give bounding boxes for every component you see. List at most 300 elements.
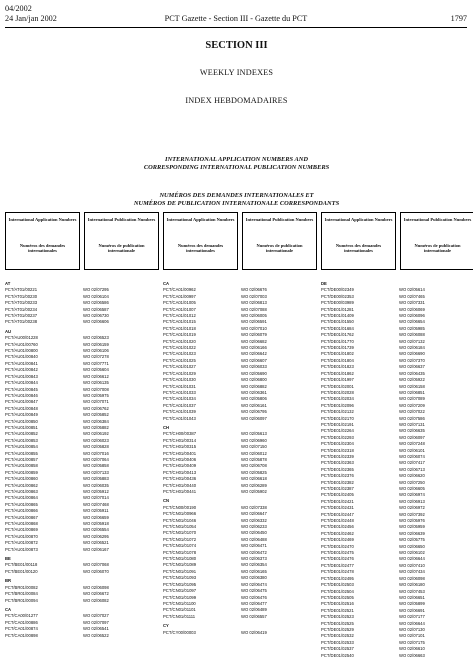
application-number: PCT/AU01/00857 xyxy=(5,456,38,462)
application-number: PCT/DE01/02447 xyxy=(321,511,354,517)
publication-number: WO 02/07097 xyxy=(83,619,109,625)
publication-number: WO 02/06682 xyxy=(241,338,267,344)
application-number: PCT/DE01/02477 xyxy=(321,562,354,568)
application-number: PCT/AT01/00230 xyxy=(5,293,38,299)
publication-number: WO 02/06650 xyxy=(399,543,425,549)
application-number: PCT/DE01/02382 xyxy=(321,479,354,485)
application-number: PCT/CA01/00898 xyxy=(5,632,38,638)
application-number: PCT/BR01/00084 xyxy=(5,591,38,597)
index-row xyxy=(321,653,471,659)
publication-number: WO 02/06332 xyxy=(241,517,267,523)
application-number: PCT/DE01/02318 xyxy=(321,447,354,453)
application-number: PCT/DE01/02537 xyxy=(321,646,354,652)
column-header-english: International Publication Numbers xyxy=(403,217,472,222)
application-number: PCT/AU01/00845 xyxy=(5,386,38,392)
application-number: PCT/DE01/01550 xyxy=(321,319,354,325)
column-header xyxy=(321,212,396,270)
publication-number: WO 02/05858 xyxy=(83,463,109,469)
index-row xyxy=(5,547,155,553)
publication-number: WO 02/06639 xyxy=(399,530,425,536)
publication-number: WO 02/05975 xyxy=(83,392,109,398)
application-number: PCT/CA01/01012 xyxy=(163,313,196,319)
publication-number: WO 02/07370 xyxy=(399,357,425,363)
index-row xyxy=(163,630,313,636)
application-number: PCT/CN01/01054 xyxy=(163,524,197,530)
publication-number: WO 02/06289 xyxy=(241,482,267,488)
publication-number: WO 02/06101 xyxy=(399,447,425,453)
index-row xyxy=(163,614,313,620)
application-number: PCT/CN01/01072 xyxy=(163,536,197,542)
column-header-french: Numéros des demandes internationales xyxy=(19,243,66,254)
country-code-heading: DE xyxy=(321,281,327,286)
application-number: PCT/AU01/00867 xyxy=(5,514,38,520)
publication-number: WO 02/06663 xyxy=(399,652,425,658)
english-list-title: INTERNATIONAL APPLICATION NUMBERS AND CORRESPONDING INTERNATIONAL PUBLICATION NUMBERS xyxy=(143,156,330,171)
country-code-heading: AT xyxy=(5,281,11,286)
application-number: PCT/AU01/00855 xyxy=(5,450,38,456)
publication-number: WO 02/05690 xyxy=(241,370,267,376)
application-number: PCT/DE01/01862 xyxy=(321,370,354,376)
publication-number: WO 02/07468 xyxy=(83,501,109,507)
publication-number: WO 02/06419 xyxy=(241,629,267,635)
publication-number: WO 02/06647 xyxy=(241,511,267,517)
publication-number: WO 02/07150 xyxy=(241,444,267,450)
publication-number: WO 02/05912 xyxy=(83,489,109,494)
publication-number: WO 02/07338 xyxy=(241,504,267,510)
column-header-english: International Application Numbers xyxy=(324,217,393,222)
publication-number: WO 02/06474 xyxy=(241,581,267,587)
application-number: PCT/DE01/02363 xyxy=(321,460,354,466)
application-number: PCT/AU01/00844 xyxy=(5,380,38,386)
application-number: PCT/DE01/02431 xyxy=(321,505,354,511)
application-number: PCT/CN01/01074 xyxy=(163,543,197,549)
publication-number: WO 02/06610 xyxy=(399,646,425,652)
issue-date: 24 Jan/jan 2002 xyxy=(5,14,57,23)
publication-number: WO 02/06644 xyxy=(399,556,425,562)
publication-number: WO 02/07586 xyxy=(399,415,425,421)
publication-number: WO 02/06079 xyxy=(241,332,267,338)
application-number: PCT/AT01/00237 xyxy=(5,313,38,319)
index-row xyxy=(163,416,313,422)
publication-number: WO 02/06618 xyxy=(241,476,267,482)
application-number: PCT/DE01/02503 xyxy=(321,582,354,588)
application-number: PCT/DE01/01281 xyxy=(321,306,354,312)
publication-number: WO 02/07278 xyxy=(83,354,109,360)
application-number: PCT/BR01/00082 xyxy=(5,584,38,590)
application-number: PCT/AT01/00233 xyxy=(5,300,38,306)
publication-number: WO 02/06161 xyxy=(241,402,267,408)
publication-number: WO 02/06097 xyxy=(241,415,267,421)
publication-number: WO 02/05918 xyxy=(83,521,109,527)
publication-number: WO 02/06166 xyxy=(241,345,267,351)
publication-number: WO 02/06384 xyxy=(83,418,109,424)
application-number: PCT/CH01/00315 xyxy=(163,444,197,450)
section-title: SECTION III xyxy=(205,40,268,51)
publication-number: WO 02/06586 xyxy=(83,300,109,306)
publication-number: WO 02/05883 xyxy=(83,476,109,482)
application-number: PCT/CA01/01029 xyxy=(163,370,196,376)
application-number: PCT/CH01/00409 xyxy=(163,463,197,469)
application-number: PCT/CH01/00441 xyxy=(163,489,197,494)
application-number: PCT/CA01/00886 xyxy=(5,619,38,625)
application-number: PCT/AU01/00868 xyxy=(5,521,38,527)
application-number: PCT/DE01/02476 xyxy=(321,556,354,562)
application-number: PCT/AU01/00870 xyxy=(5,533,38,539)
application-number: PCT/DE01/02191 xyxy=(321,421,354,427)
publication-number: WO 02/06102 xyxy=(399,550,425,556)
publication-number: WO 02/06361 xyxy=(241,389,267,395)
publication-number: WO 02/07250 xyxy=(399,479,425,485)
application-number: PCT/DE01/02387 xyxy=(321,486,354,491)
application-number: PCT/AU01/00860 xyxy=(5,476,38,482)
publication-number: WO 02/07465 xyxy=(399,293,425,299)
column-header xyxy=(84,212,159,270)
application-number: PCT/AU01/00866 xyxy=(5,508,38,514)
application-number: PCT/CA01/01039 xyxy=(163,409,196,415)
publication-number: WO 02/06088 xyxy=(399,332,425,338)
publication-number: WO 02/07175 xyxy=(399,639,425,645)
header-rule xyxy=(5,27,467,28)
application-number: PCT/CA01/01025 xyxy=(163,357,196,363)
application-number: PCT/CA01/01043 xyxy=(163,415,196,421)
application-number: PCT/DE01/02529 xyxy=(321,626,354,632)
application-number: PCT/DE01/02448 xyxy=(321,518,354,524)
publication-number: WO 02/07022 xyxy=(399,409,425,415)
publication-number: WO 02/07295 xyxy=(83,287,109,293)
application-number: PCT/DE01/01802 xyxy=(321,351,354,357)
publication-number: WO 02/06644 xyxy=(399,620,425,626)
column-header-french: Numéros des demandes internationales xyxy=(177,243,224,254)
publication-number: WO 02/06471 xyxy=(241,543,267,549)
application-number: PCT/CA01/00874 xyxy=(5,626,38,632)
application-number: PCT/DE01/02505 xyxy=(321,594,354,600)
publication-number: WO 02/06612 xyxy=(83,373,109,379)
application-number: PCT/CA01/01007 xyxy=(163,306,196,312)
application-number: PCT/CA00/01277 xyxy=(5,613,38,619)
publication-number: WO 02/07068 xyxy=(83,562,109,568)
publication-number: WO 02/06165 xyxy=(241,568,267,574)
country-code-heading: BR xyxy=(5,578,12,584)
publication-number: WO 02/07410 xyxy=(399,562,425,568)
application-number: PCT/DE01/02532 xyxy=(321,633,354,639)
application-number: PCT/CA01/01005 xyxy=(163,300,196,306)
application-number: PCT/AU01/00850 xyxy=(5,418,38,424)
publication-number: WO 02/06708 xyxy=(241,463,267,469)
column-header-english: International Application Numbers xyxy=(8,217,77,222)
publication-number: WO 02/06354 xyxy=(241,562,267,568)
publication-number: WO 02/07008 xyxy=(83,386,109,392)
column-header-french: Numéros de publication internationale xyxy=(256,243,303,254)
application-number: PCT/AU01/00859 xyxy=(5,469,38,475)
publication-number: WO 02/07771 xyxy=(83,360,109,366)
publication-number: WO 02/05806 xyxy=(241,396,267,402)
publication-number: WO 02/06380 xyxy=(241,575,267,581)
application-number: PCT/CN01/01089 xyxy=(163,562,197,568)
page-header xyxy=(5,4,467,24)
application-number: PCT/DE01/02421 xyxy=(321,498,354,504)
column-header xyxy=(5,212,80,270)
index-row xyxy=(163,489,313,495)
publication-number: WO 02/07434 xyxy=(399,569,425,575)
application-number: PCT/DE01/02525 xyxy=(321,620,354,626)
publication-number: WO 02/05614 xyxy=(399,287,425,293)
application-number: PCT/CH01/00406 xyxy=(163,456,197,462)
application-number: PCT/AU01/00863 xyxy=(5,489,38,494)
publication-number: WO 02/06913 xyxy=(399,498,425,504)
publication-number: WO 02/06180 xyxy=(399,582,425,588)
application-number: PCT/CN01/01099 xyxy=(163,594,197,600)
publication-number: WO 02/07027 xyxy=(83,613,109,619)
application-number: PCT/CA01/01020 xyxy=(163,338,196,344)
index-column-3 xyxy=(321,278,471,659)
application-number: PCT/AT01/00234 xyxy=(5,306,38,312)
publication-number: WO 02/06672 xyxy=(83,591,109,597)
publication-number: WO 02/06676 xyxy=(241,287,267,293)
application-number: PCT/CA01/01034 xyxy=(163,396,196,402)
country-code-heading: CH xyxy=(163,424,170,430)
publication-number: WO 02/06096 xyxy=(399,313,425,319)
application-number: PCT/AT01/00221 xyxy=(5,287,38,293)
application-number: PCT/DE01/02470 xyxy=(321,543,354,549)
publication-number: WO 02/06691 xyxy=(399,607,425,613)
application-number: PCT/DE01/02001 xyxy=(321,383,354,389)
application-number: PCT/CA01/01019 xyxy=(163,332,196,338)
publication-number: WO 02/06730 xyxy=(83,313,109,319)
publication-number: WO 02/07101 xyxy=(399,633,425,639)
publication-number: WO 02/06813 xyxy=(241,300,267,306)
publication-number: WO 02/07014 xyxy=(83,495,109,501)
application-number: PCT/CN01/01097 xyxy=(163,588,197,594)
application-number: PCT/BE01/00120 xyxy=(5,568,38,574)
application-number: PCT/AU01/00851 xyxy=(5,424,38,430)
application-number: PCT/DE01/02132 xyxy=(321,409,354,415)
publication-number: WO 02/06554 xyxy=(83,527,109,533)
application-number: PCT/CA01/01031 xyxy=(163,383,196,389)
issue-number: 04/2002 xyxy=(5,4,32,13)
publication-number: WO 02/06489 xyxy=(241,607,267,613)
application-number: PCT/CN01/01091 xyxy=(163,568,197,574)
publication-number: WO 02/06651 xyxy=(399,594,425,600)
publication-number: WO 02/06167 xyxy=(83,546,109,552)
application-number: PCT/DE01/01739 xyxy=(321,345,354,351)
country-code-heading: BE xyxy=(5,556,11,562)
application-number: PCT/DE01/02523 xyxy=(321,614,354,620)
publication-number: WO 02/06069 xyxy=(399,306,425,312)
application-number: PCT/AU01/00800 xyxy=(5,348,38,354)
publication-number: WO 02/06587 xyxy=(83,306,109,312)
publication-number: WO 02/07130 xyxy=(399,626,425,632)
application-number: PCT/DE01/02339 xyxy=(321,453,354,459)
publication-number: WO 02/06541 xyxy=(83,626,109,632)
publication-number: WO 02/05604 xyxy=(83,367,109,373)
application-number: PCT/BE01/00118 xyxy=(5,562,38,568)
publication-number: WO 02/05882 xyxy=(83,424,109,430)
application-number: PCT/DE01/02028 xyxy=(321,389,354,395)
publication-number: WO 02/07071 xyxy=(83,399,109,405)
application-number: PCT/CA01/01027 xyxy=(163,364,196,370)
publication-number: WO 02/06082 xyxy=(83,597,109,603)
application-number: PCT/CA01/01023 xyxy=(163,351,196,357)
publication-number: WO 02/06070 xyxy=(83,568,109,574)
publication-number: WO 02/06762 xyxy=(83,405,109,411)
application-number: PCT/AU01/00858 xyxy=(5,463,38,469)
column-header xyxy=(242,212,317,270)
publication-number: WO 02/06795 xyxy=(241,409,267,415)
application-number: PCT/DE00/02353 xyxy=(321,293,354,299)
publication-number: WO 02/06606 xyxy=(83,319,109,325)
application-number: PCT/AU01/00864 xyxy=(5,495,38,501)
page-number: 1797 xyxy=(450,14,467,23)
column-header-english: International Publication Numbers xyxy=(245,217,314,222)
publication-number: WO 02/05902 xyxy=(241,489,267,494)
application-number: PCT/DE01/02405 xyxy=(321,492,354,498)
publication-number: WO 02/06233 xyxy=(241,524,267,530)
application-number: PCT/CA01/01022 xyxy=(163,345,196,351)
publication-number: WO 02/05828 xyxy=(83,444,109,450)
publication-number: WO 02/06192 xyxy=(83,431,109,437)
french-list-title: NUMÉROS DES DEMANDES INTERNATIONALES ET NUMÉROS DE PUBLICATION INTERNATIONALE CORRESPONDANTS xyxy=(133,192,340,207)
application-number: PCT/CA01/01037 xyxy=(163,402,196,408)
publication-number: WO 02/07417 xyxy=(399,460,425,466)
column-header-french: Numéros des demandes internationales xyxy=(335,243,382,254)
publication-number: WO 02/05899 xyxy=(399,601,425,607)
publication-number: WO 02/06295 xyxy=(83,533,109,539)
application-number: PCT/AU01/00849 xyxy=(5,412,38,418)
application-number: PCT/DE01/02304 xyxy=(321,441,354,447)
application-number: PCT/AU01/00841 xyxy=(5,360,38,366)
application-number: PCT/DE01/02516 xyxy=(321,601,354,607)
publication-number: WO 02/06098 xyxy=(399,575,425,581)
application-number: PCT/AU01/00869 xyxy=(5,527,38,533)
application-number: PCT/DE01/02293 xyxy=(321,434,354,440)
application-number: PCT/DE01/02533 xyxy=(321,639,354,645)
publication-number: WO 02/07177 xyxy=(399,614,425,620)
application-number: PCT/DE01/02475 xyxy=(321,550,354,556)
application-number: PCT/DE01/01684 xyxy=(321,325,354,331)
publication-number: WO 02/06974 xyxy=(399,492,425,498)
application-number: PCT/DE01/02495 xyxy=(321,575,354,581)
publication-number: WO 02/06642 xyxy=(241,351,267,357)
index-row xyxy=(5,319,155,325)
application-number: PCT/CA01/01015 xyxy=(163,319,196,325)
publication-number: WO 02/05852 xyxy=(83,412,109,418)
publication-number: WO 02/07089 xyxy=(399,396,425,402)
application-number: PCT/CN01/01100 xyxy=(163,600,196,606)
country-code-heading: CY xyxy=(163,623,169,629)
application-number: PCT/DE01/02540 xyxy=(321,652,354,658)
publication-number: WO 02/05976 xyxy=(399,518,425,524)
publication-number: WO 02/06713 xyxy=(399,466,425,472)
publication-number: WO 02/07016 xyxy=(83,450,109,456)
publication-number: WO 02/06005 xyxy=(241,313,267,319)
column-header xyxy=(400,212,473,270)
publication-number: WO 02/06033 xyxy=(241,364,267,370)
application-number: PCT/CN01/01111 xyxy=(163,613,196,619)
application-number: PCT/CN01/01046 xyxy=(163,517,197,523)
publication-number: WO 02/06557 xyxy=(241,613,267,619)
application-number: PCT/AU01/00865 xyxy=(5,501,38,507)
application-number: PCT/CA01/01018 xyxy=(163,325,196,331)
application-number: PCT/CH01/00401 xyxy=(163,450,197,456)
application-number: PCT/CN01/01095 xyxy=(163,581,197,587)
publication-number: WO 02/06435 xyxy=(399,370,425,376)
publication-number: WO 02/07064 xyxy=(83,456,109,462)
column-header-english: International Publication Numbers xyxy=(87,217,156,222)
application-number: PCT/CN01/01093 xyxy=(163,575,197,581)
publication-number: WO 02/06851 xyxy=(399,389,425,395)
publication-number: WO 02/06523 xyxy=(83,335,109,341)
application-number: PCT/CY00/00003 xyxy=(163,629,196,635)
publication-number: WO 02/06450 xyxy=(241,530,267,536)
application-number: PCT/BR01/00094 xyxy=(5,597,38,603)
country-code-heading: AU xyxy=(5,328,12,334)
publication-number: WO 02/06035 xyxy=(83,482,109,488)
application-number: PCT/AT01/00238 xyxy=(5,319,38,325)
country-code-heading: CA xyxy=(163,281,170,286)
application-number: PCT/CH01/00413 xyxy=(163,469,197,475)
application-number: PCT/CN01/01070 xyxy=(163,530,197,536)
application-number: PCT/DE01/02504 xyxy=(321,588,354,594)
application-number: PCT/AU01/00873 xyxy=(5,546,38,552)
publication-number: WO 02/06521 xyxy=(83,540,109,546)
publication-number: WO 02/07248 xyxy=(399,441,425,447)
application-number: PCT/AU01/00760 xyxy=(5,341,38,347)
application-number: PCT/CN01/01101 xyxy=(163,607,196,613)
application-number: PCT/AU01/00862 xyxy=(5,482,38,488)
publication-number: WO 02/07453 xyxy=(399,588,425,594)
application-number: PCT/DE01/01823 xyxy=(321,364,354,370)
index-row xyxy=(5,633,155,639)
application-number: PCT/CN01/00966 xyxy=(163,511,197,517)
application-number: PCT/DE00/02349 xyxy=(321,287,354,293)
application-number: PCT/AU01/00854 xyxy=(5,444,38,450)
publication-number: WO 02/06972 xyxy=(399,505,425,511)
application-number: PCT/CA01/01030 xyxy=(163,377,196,383)
application-number: PCT/CA01/00997 xyxy=(163,293,196,299)
publication-number: WO 02/06882 xyxy=(241,383,267,389)
publication-number: WO 02/06635 xyxy=(399,428,425,434)
publication-number: WO 02/06637 xyxy=(399,364,425,370)
publication-number: WO 02/07133 xyxy=(83,469,109,475)
publication-number: WO 02/05825 xyxy=(241,469,267,475)
application-number: PCT/CA01/00962 xyxy=(163,287,196,293)
publication-number: WO 02/06488 xyxy=(241,536,267,542)
column-header-french: Numéros de publication internationale xyxy=(414,243,461,254)
index-column-1 xyxy=(5,278,155,639)
application-number: PCT/AU01/00843 xyxy=(5,373,38,379)
index-column-2 xyxy=(163,278,313,636)
application-number: PCT/DE01/01997 xyxy=(321,377,354,383)
column-header xyxy=(163,212,238,270)
publication-number: WO 02/06373 xyxy=(241,556,267,562)
publication-number: WO 02/07088 xyxy=(241,306,267,312)
application-number: PCT/DE01/02456 xyxy=(321,524,354,530)
publication-number: WO 02/06591 xyxy=(241,319,267,325)
publication-number: WO 02/05911 xyxy=(83,508,109,514)
publication-number: WO 02/06106 xyxy=(83,348,109,354)
publication-number: WO 02/07132 xyxy=(399,338,425,344)
application-number: PCT/AU01/00847 xyxy=(5,399,38,405)
publication-number: WO 02/06475 xyxy=(241,588,267,594)
index-row xyxy=(5,569,155,575)
application-number: PCT/DE01/02521 xyxy=(321,607,354,613)
publication-number: WO 02/06104 xyxy=(83,293,109,299)
publication-number: WO 02/06012 xyxy=(241,450,267,456)
application-number: PCT/CH00/00387 xyxy=(163,431,197,437)
publication-number: WO 02/06476 xyxy=(241,594,267,600)
application-number: PCT/DE01/02034 xyxy=(321,396,354,402)
application-number: PCT/CA01/01033 xyxy=(163,389,196,395)
